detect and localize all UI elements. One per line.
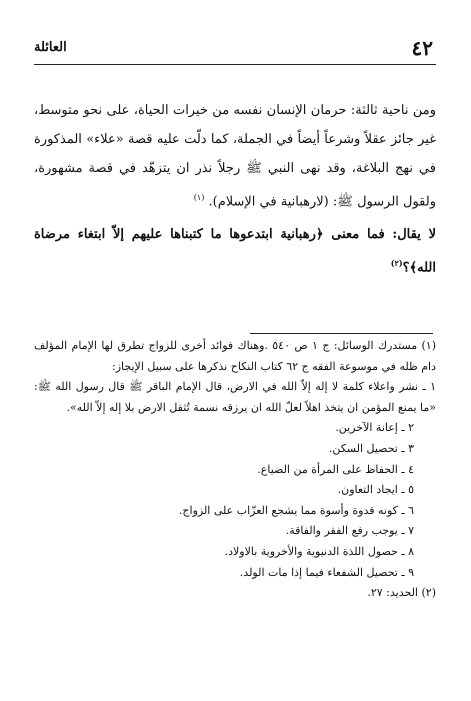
paragraph-text: لا يقال: فما معنى ﴿رهبانية ابتدعوها ما كتبناها عليهم إلاّ ابتغاء مرضاة الله﴾؟ — [34, 227, 436, 276]
footnote-item: ٣ ـ تحصيل السكن. — [328, 441, 414, 455]
footnote-item: ٦ ـ كونه قدوة وأسوة مما يشجع العزّاب على الزواج. — [178, 503, 414, 517]
footnote-item: ٩ ـ تحصيل الشفعاء فيما إذا مات الولد. — [239, 565, 414, 579]
page-number: ٤٢ — [411, 36, 433, 60]
paragraph-emphasis — [34, 220, 436, 282]
footnote-item: ٢ ـ إعانة الآخرين. — [335, 421, 414, 435]
footnote-ref: (٢) — [390, 258, 403, 269]
footnote-item: ١ ـ نشر واعلاء كلمة لا إله إلاّ الله في الارض، قال الإمام الباقر ﷺ قال رسول الله ﷺ: «ما يمنع المؤمن ان يتخذ اهلاً لعلّ الله ان يرزقه نسمة تُثقل الارض بلا إله إلاّ الله». — [34, 380, 436, 414]
footnotes — [34, 336, 436, 604]
footnote-2: (٢) الحديد: ٢٧. — [367, 586, 436, 600]
footnote-divider — [250, 333, 433, 334]
footnote-ref: (١) — [193, 193, 205, 202]
footnote-item: ٧ ـ يوجب رفع الفقر والفاقة. — [285, 524, 414, 538]
header-divider — [34, 64, 436, 65]
main-text — [34, 96, 436, 283]
paragraph-text: ومن ناحية ثالثة: حرمان الإنسان نفسه من خيرات الحياة، على نحو متوسط، غير جائز عقلاً وشرعاً أيضاً في الجملة، كما دلّت عليه قصة «علاء» المذكورة في نهج البلاغة، وقد نهى النبي ﷺ رجلاً نذر ان يتزهّد في قصة مشهورة، ولقول الرسول ﷺ: (لارهبانية في الإسلام). — [34, 103, 436, 210]
running-title: العائلة — [34, 40, 67, 55]
footnote-item: ٤ ـ الحفاظ على المرأة من الضياع. — [257, 462, 414, 476]
footnote-item: ٨ ـ حصول اللذة الدنيوية والأخروية بالاولاد. — [224, 544, 414, 558]
footnote-1: (١) مستدرك الوسائل: ج ١ ص ٥٤٠ .وهناك فوائد أخرى للزواج تطرق لها الإمام المؤلف دام ظله في موسوعة الفقه ج ٦٢ كتاب النكاح نذكرها على سبيل الإيجاز: — [34, 339, 436, 373]
footnote-item: ٥ ـ ايجاد التعاون. — [337, 483, 414, 497]
paragraph — [34, 96, 436, 216]
